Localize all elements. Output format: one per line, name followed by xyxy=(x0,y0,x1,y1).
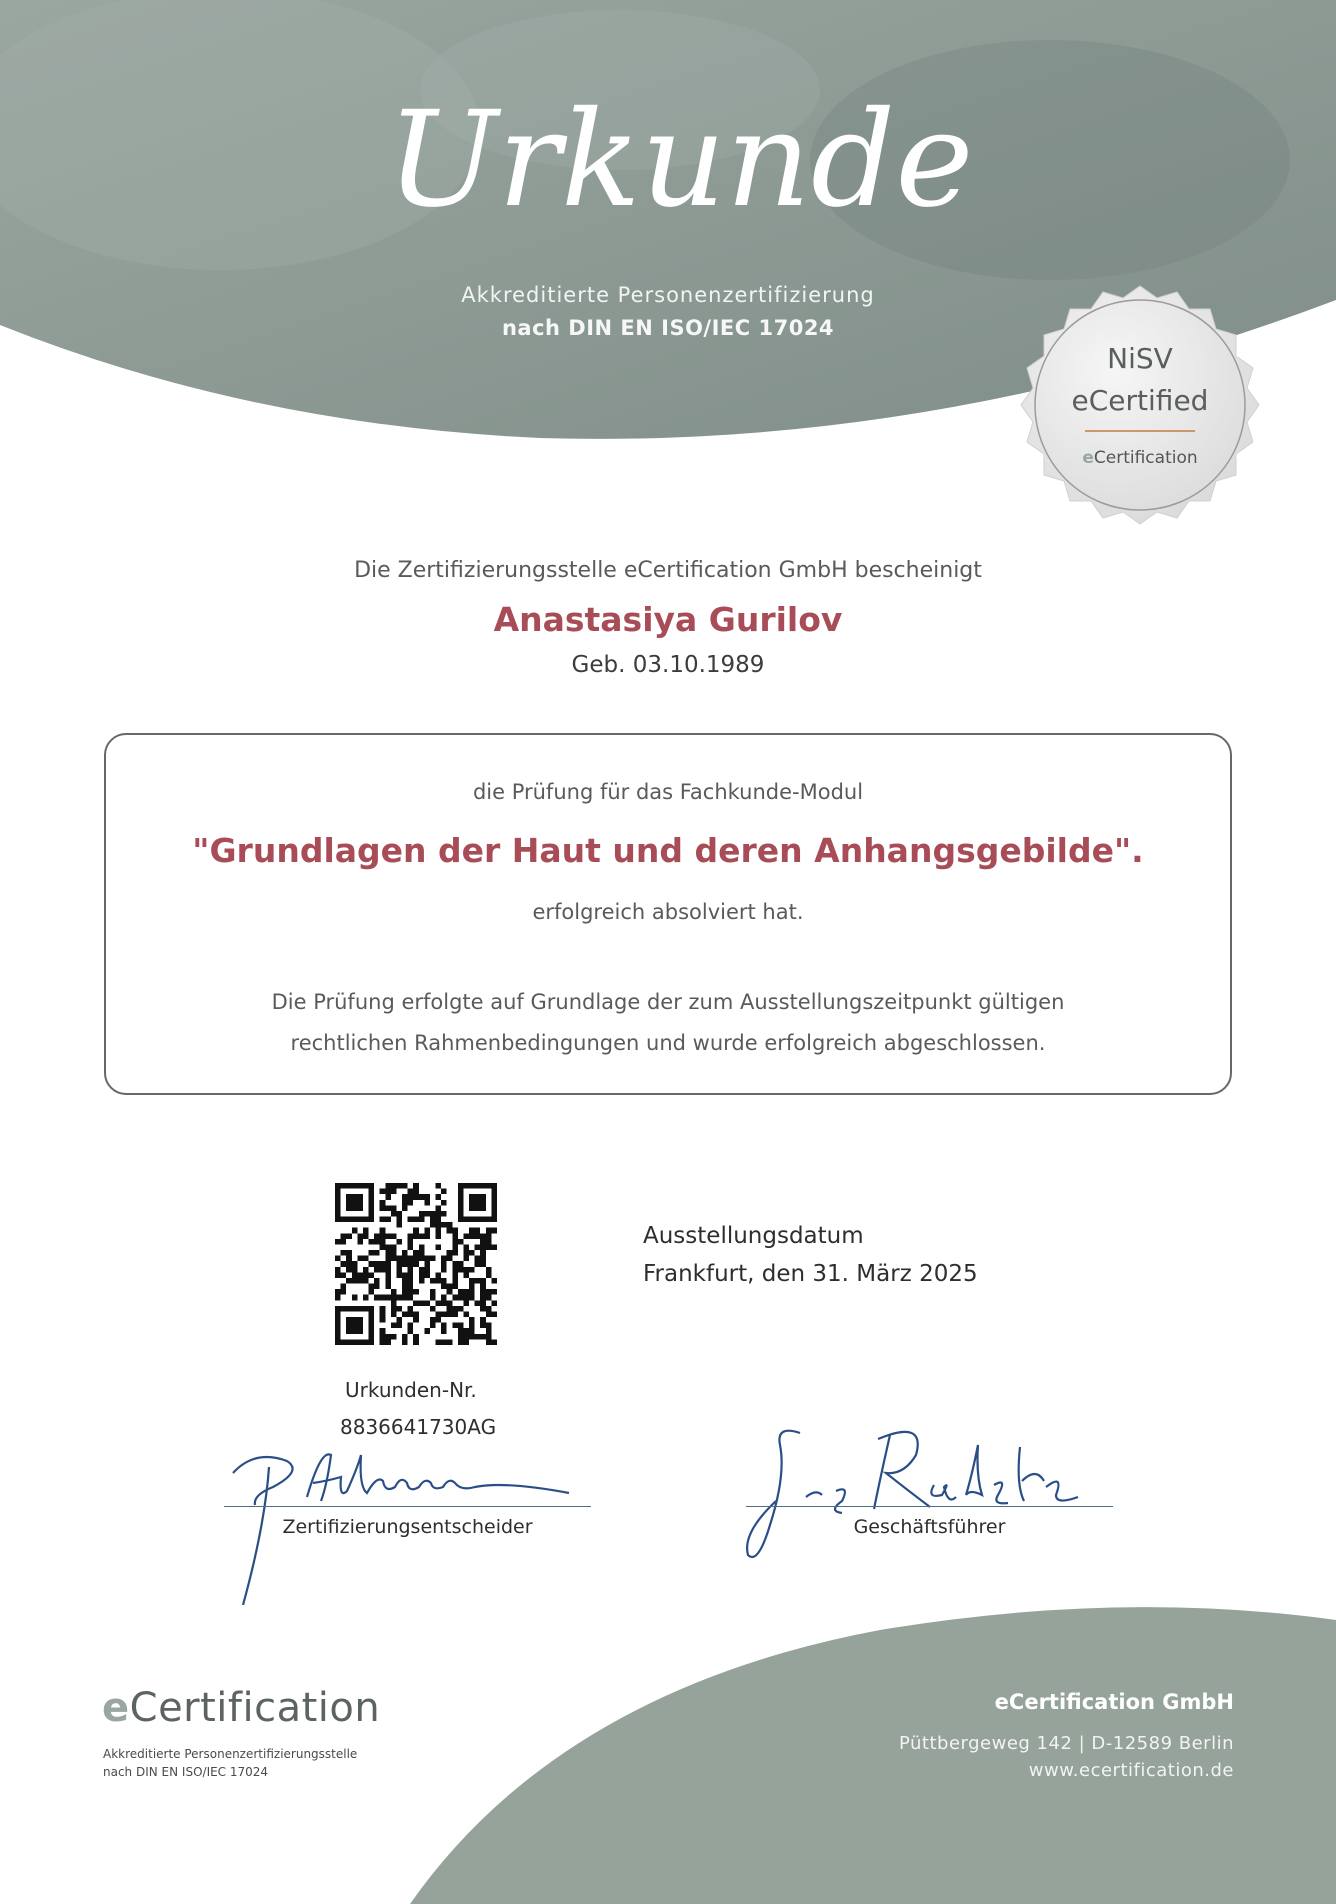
recipient-name: Anastasiya Gurilov xyxy=(493,600,843,639)
issue-date: Frankfurt, den 31. März 2025 xyxy=(643,1261,978,1287)
seal-brand-rest: Certification xyxy=(1093,448,1198,468)
footer-address: Püttbergeweg 142 | D-12589 Berlin xyxy=(898,1733,1234,1754)
footer-website[interactable]: www.ecertification.de xyxy=(1028,1760,1234,1781)
signature-right xyxy=(730,1415,1090,1575)
header-subtitle-line2: nach DIN EN ISO/IEC 17024 xyxy=(501,316,835,340)
issue-date-label: Ausstellungsdatum xyxy=(643,1223,864,1249)
legal-line1: Die Prüfung erfolgte auf Grundlage der zum Ausstellungszeitpunkt gültigen xyxy=(271,990,1065,1014)
qr-code xyxy=(335,1183,497,1345)
seal-brand-prefix: e xyxy=(1082,448,1094,468)
certificate-intro: Die Zertifizierungsstelle eCertification GmbH bescheinigt xyxy=(354,558,982,583)
ecertification-logo xyxy=(102,1685,380,1731)
certificate-number-label: Urkunden-Nr. xyxy=(345,1378,477,1402)
module-intro: die Prüfung für das Fachkunde-Modul xyxy=(472,780,864,804)
header-subtitle-line1: Akkreditierte Personenzertifizierung xyxy=(461,283,875,307)
legal-line2: rechtlichen Rahmenbedingungen und wurde erfolgreich abgeschlossen. xyxy=(290,1031,1046,1055)
seal-brand xyxy=(1005,448,1275,468)
signature-role-left: Zertifizierungsentscheider xyxy=(282,1516,533,1538)
logo-subtitle-line2: nach DIN EN ISO/IEC 17024 xyxy=(103,1765,269,1779)
recipient-birthdate: Geb. 03.10.1989 xyxy=(571,652,765,678)
seal-line2: eCertified xyxy=(1071,384,1209,417)
module-title: "Grundlagen der Haut und deren Anhangsgebilde". xyxy=(192,831,1144,870)
logo-text: Certification xyxy=(129,1685,381,1731)
module-passed: erfolgreich absolviert hat. xyxy=(532,900,804,924)
logo-prefix: e xyxy=(102,1685,130,1731)
certificate-number: 8836641730AG xyxy=(340,1415,497,1439)
footer-company: eCertification GmbH xyxy=(994,1690,1234,1714)
seal-divider xyxy=(1085,430,1195,432)
signature-role-right: Geschäftsführer xyxy=(853,1516,1006,1538)
signature-line-right xyxy=(746,1506,1113,1507)
seal-line1: NiSV xyxy=(1107,342,1173,375)
legal-statement xyxy=(104,982,1232,1064)
signature-line-left xyxy=(224,1506,591,1507)
logo-subtitle-line1: Akkreditierte Personenzertifizierungsstelle xyxy=(103,1747,358,1761)
script-title xyxy=(340,55,1020,255)
svg-text:Urkunde: Urkunde xyxy=(386,83,974,237)
